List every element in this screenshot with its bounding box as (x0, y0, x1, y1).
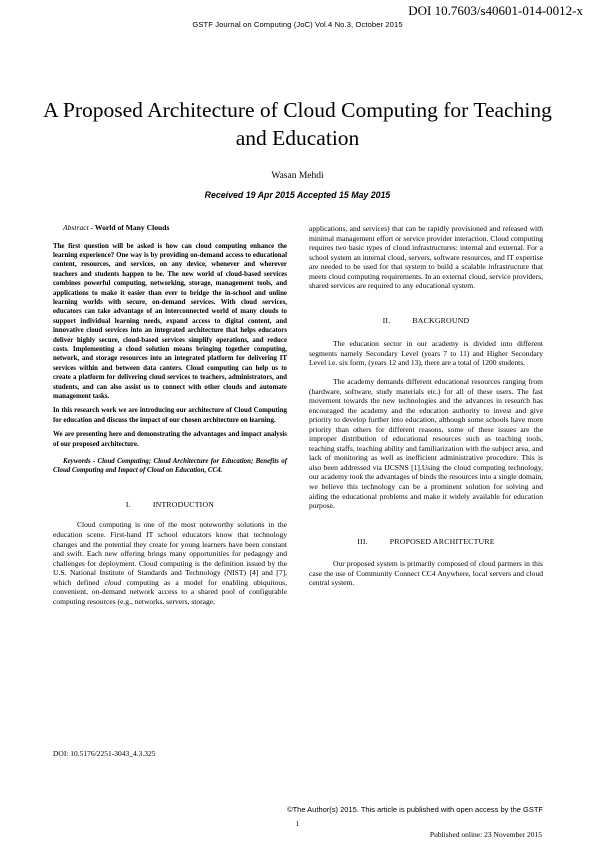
page-number: 1 (295, 819, 300, 828)
keywords: Keywords - Cloud Computing; Cloud Architecture for Education; Benefits of Cloud Computing and Impact of Cloud on Education, CC4. (53, 458, 287, 475)
journal-header: GSTF Journal on Computing (JoC) Vol.4 No.3, October 2015 (192, 20, 403, 29)
conference-doi: DOI: 10.5176/2251-3043_4.3.325 (53, 749, 156, 758)
body-paragraph: The academy demands different educational resources ranging from (hardware, software, study materials etc.) for all of these users. The fast movement towards the new technologies and the advances in research has encouraged the academy and the education authority to invest and give priority to develop further into education, although some schools have more priority than others for different reasons, some of these issues are the improper distribution of educational resources such as teaching tools, teaching staffs, teaching ability and familiarization with the subject area, and lack of monitoring as well as inefficient administrative procedure. This is also been addressed via IJCSNS [1].Using the cloud computing technology, our academy took the advantages of binds the resources into a single domain, we believe this technology can be a prominent solution for solving and aiding the educational problems and make it widely available for education purpose. (309, 377, 543, 511)
left-column (53, 223, 287, 606)
publication-date: Published online: 23 November 2015 (429, 830, 542, 839)
body-text: Cloud computing is one of the most noteworthy solutions in the education scene. First-hand IT school educators know that technology changes and the potential they create for young learners have been constant and swift. Each new offering brings many opportunities for pedagogy and challenges for deployment. Cloud computing is the definition issued by the U.S. National Institute of Standards and Technology (NIST) [4] and [7], which defined (53, 520, 287, 587)
paper-title: A Proposed Architecture of Cloud Computing for Teaching and Education (43, 98, 552, 150)
section-heading-background (309, 316, 543, 326)
body-text: computing as a model for enabling ubiquitous, convenient, on-demand network access to a shared pool of configurable computing resources (e.g., networks, servers, storage, (53, 577, 287, 606)
abstract-paragraph: In this research work we are introducing our architecture of Cloud Computing for education and discuss the impact of our chosen architecture on learning. (53, 407, 287, 424)
section-title: BACKGROUND (412, 315, 470, 325)
abstract-heading (63, 223, 287, 233)
body-paragraph: Our proposed system is primarily composed of cloud partners in this case the use of Community Connect CC4 Anywhere, local servers and cloud central system. (309, 559, 543, 588)
section-title: INTRODUCTION (152, 499, 215, 509)
author-name: Wasan Mehdi (271, 171, 324, 181)
copyright-notice: ©The Author(s) 2015. This article is published with open access by the GSTF (287, 805, 543, 814)
section-heading-introduction (53, 500, 287, 510)
abstract-paragraph: The first question will be asked is how can cloud computing enhance the learning experience? One way is by providing on-demand access to educational content, resources, and services, on any device, whenever and wherever teachers and students happen to be. The new world of cloud-based services combines powerful computing, networking, storage, management tools, and applications to make it easier than ever to bridge the in-school and online learning worlds with secure, on-demand services. With cloud services, educators can take advantage of an interconnected world of many clouds to support individual learning needs, expand access to digital content, and innovative cloud services into an integrated architecture that helps educators deliver highly secure, cloud-based services simplify operations, and reduce costs. Implementing a cloud solution means bringing together computing, network, and storage resources into an integrated platform for delivering IT services within and between data canters. Cloud computing can help us to create a platform for delivering cloud services to teachers, administrators, and students, and can also assist us to connect with other clouds and automate management tasks. (53, 242, 287, 401)
article-doi: DOI 10.7603/s40601-014-0012-x (408, 3, 583, 18)
section-number: II. (382, 315, 391, 325)
section-number: III. (357, 536, 368, 546)
body-paragraph (309, 224, 543, 291)
body-emphasis: cloud (104, 577, 122, 587)
body-paragraph (53, 520, 287, 606)
body-emphasis: two (335, 243, 347, 253)
body-text: applications, and services) that can be rapidly provisioned and released with minimal management effort or service provider interaction. Cloud computing requires (309, 224, 543, 253)
body-text: basic types of cloud infrastructures: internal and external. For a school system an internal cloud, servers, software resources, and IT expertise are needed to be used for that system to build a scalable infrastructure that meets cloud computing requirements. In an external cloud, service providers, shared services are required to any educational system. (309, 243, 543, 291)
section-number: I. (125, 499, 131, 509)
section-title: PROPOSED ARCHITECTURE (389, 536, 495, 546)
right-column (309, 224, 543, 588)
abstract-label: Abstract (63, 223, 89, 232)
section-heading-architecture (309, 537, 543, 547)
body-paragraph: The education sector in our academy is divided into different segments namely Secondary Level (years 7 to 11) and Higher Secondary Level i.e. six form, (years 12 and 13), there are a total of 1200 students. (309, 339, 543, 368)
abstract-paragraph: We are presenting here and demonstrating the advantages and impact analysis of our proposed architecture. (53, 431, 287, 448)
abstract-subtitle: - World of Many Clouds (88, 223, 170, 232)
received-dates: Received 19 Apr 2015 Accepted 15 May 2015 (204, 190, 391, 200)
